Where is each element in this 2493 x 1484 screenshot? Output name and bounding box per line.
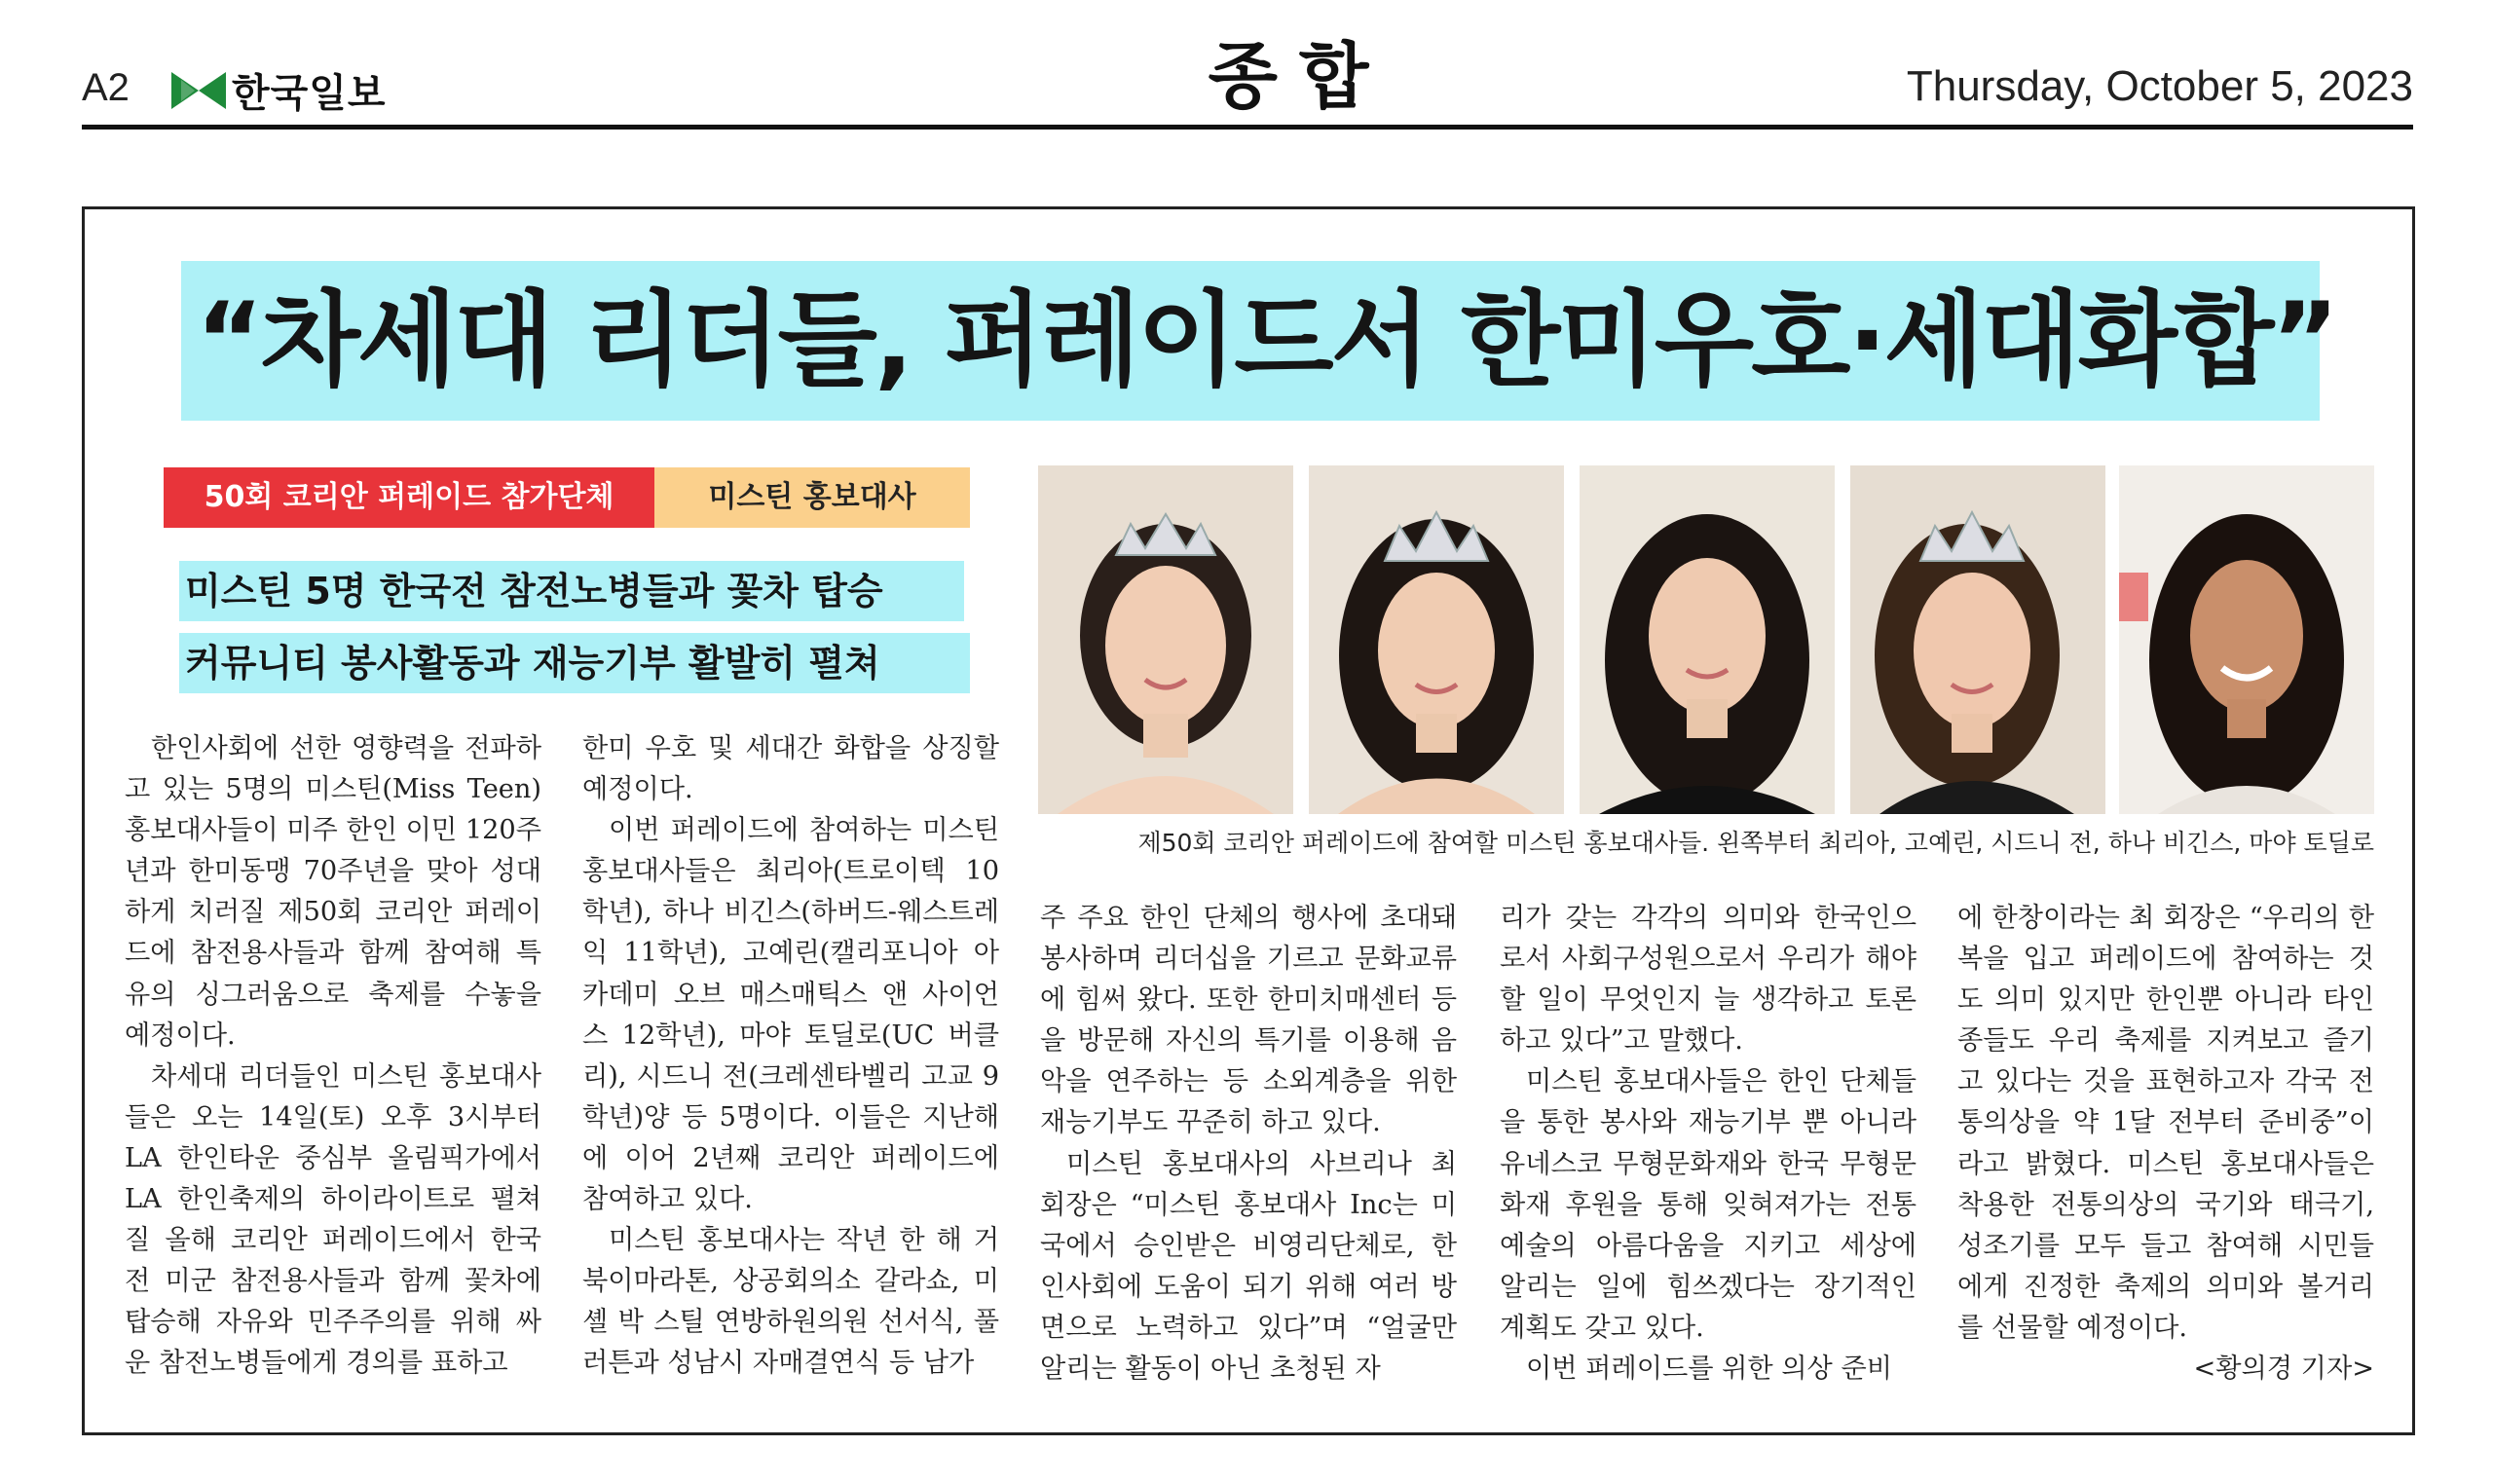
article-column-3 — [1040, 898, 1457, 1390]
issue-date: Thursday, October 5, 2023 — [1906, 62, 2413, 110]
paragraph: 리가 갖는 각각의 의미와 한국인으로서 사회구성원으로서 우리가 해야 할 일이 무엇인지 늘 생각하고 토론하고 있다”고 말했다. — [1500, 903, 1916, 1057]
paragraph: 주 주요 한인 단체의 행사에 초대돼 봉사하며 리더십을 기르고 문화교류에 힘써 왔다. 또한 한미치매센터 등을 방문해 자신의 특기를 이용해 음악을 연주하는 등 소외계층을 위한 재능기부도 꾸준히 하고 있다. — [1040, 903, 1457, 1138]
photo-hana-biggins — [1850, 465, 2105, 814]
portrait-icon — [2119, 465, 2374, 814]
photo-caption: 제50회 코리안 퍼레이드에 참여할 미스틴 홍보대사들. 왼쪽부터 최리아, 고예린, 시드니 전, 하나 비긴스, 마야 토딜로 — [1137, 829, 2374, 857]
article-column-2 — [582, 728, 999, 1385]
subheadline-1: 미스틴 5명 한국전 참전노병들과 꽃차 탑승 — [179, 561, 964, 621]
paragraph: 미스틴 홍보대사는 작년 한 해 거북이마라톤, 상공회의소 갈라쇼, 미셸 박 스틸 연방하원의원 선서식, 풀러튼과 성남시 자매결연식 등 남가 — [582, 1225, 999, 1379]
portrait-with-tiara-icon — [1309, 465, 1564, 814]
portrait-with-tiara-icon — [1038, 465, 1293, 814]
portrait-icon — [1580, 465, 1835, 814]
paragraph: 미스틴 홍보대사들은 한인 단체들을 통한 봉사와 재능기부 뿐 아니라 유네스코 무형문화재와 한국 무형문화재 후원을 통해 잊혀져가는 전통예술의 아름다움을 지키고 세상에 알리는 일에 힘쓰겠다는 장기적인 계획도 갖고 있다. — [1500, 1066, 1916, 1343]
photo-maya-todillo — [2119, 465, 2374, 814]
paragraph: 미스틴 홍보대사의 사브리나 최 회장은 “미스틴 홍보대사 Inc는 미국에서 승인받은 비영리단체로, 한인사회에 도움이 되기 위해 여러 방면으로 노력하고 있다”며 “얼굴만 알리는 활동이 아닌 초청된 자 — [1040, 1148, 1457, 1385]
subheadline-2: 커뮤니티 봉사활동과 재능기부 활발히 펼쳐 — [179, 633, 970, 693]
photo-sydney-jeon — [1580, 465, 1835, 814]
section-title: 종합 — [1208, 35, 1391, 119]
masthead — [82, 19, 2413, 127]
tag-parade-participant: 50회 코리안 퍼레이드 참가단체 — [164, 467, 654, 528]
photo-choi-ria — [1038, 465, 1293, 814]
paragraph: 이번 퍼레이드에 참여하는 미스틴 홍보대사들은 최리아(트로이텍 10학년), 하나 비긴스(하버드-웨스트레익 11학년), 고예린(캘리포니아 아카데미 오브 매스매틱스 앤 사이언스 12학년), 마야 토딜로(UC 버클리), 시드니 전(크레센타벨리 고교 9학년)양 등 5명이다. 이들은 지난해에 이어 2년째 코리안 퍼레이드에 참여하고 있다. — [582, 815, 999, 1215]
portrait-with-tiara-icon — [1850, 465, 2105, 814]
article-column-4 — [1500, 898, 1916, 1390]
paragraph: 에 한창이라는 최 회장은 “우리의 한복을 입고 퍼레이드에 참여하는 것도 의미 있지만 한인뿐 아니라 타인종들도 우리 축제를 지켜보고 즐기고 있다는 것을 표현하고자 각국 전통의상을 약 1달 전부터 준비중”이라고 밝혔다. 미스틴 홍보대사들은 착용한 전통의상의 국기와 태극기, 성조기를 모두 들고 참여해 시민들에게 진정한 축제의 의미와 볼거리를 선물할 예정이다. — [1957, 903, 2374, 1343]
article-column-1 — [125, 728, 541, 1385]
paragraph: 한인사회에 선한 영향력을 전파하고 있는 5명의 미스틴(Miss Teen) 홍보대사들이 미주 한인 이민 120주년과 한미동맹 70주년을 맞아 성대하게 치러질 제50회 코리안 퍼레이드에 참전용사들과 함께 참여해 특유의 싱그러움으로 축제를 수놓을 예정이다. — [125, 733, 541, 1051]
photo-ko-yerin — [1309, 465, 1564, 814]
page-number: A2 — [82, 66, 130, 109]
article-column-5 — [1957, 898, 2374, 1390]
headline: “차세대 리더들, 퍼레이드서 한미우호·세대화합” — [195, 280, 2337, 400]
paragraph: 이번 퍼레이드를 위한 의상 준비 — [1526, 1354, 1892, 1385]
masthead-rule — [82, 125, 2413, 130]
bowtie-logo-icon — [171, 72, 226, 109]
tag-miss-teen-ambassadors: 미스틴 홍보대사 — [654, 467, 970, 528]
paragraph: 차세대 리더들인 미스틴 홍보대사들은 오는 14일(토) 오후 3시부터 LA 한인타운 중심부 올림픽가에서 LA 한인축제의 하이라이트로 펼쳐질 올해 코리안 퍼레이드에서 한국전 미군 참전용사들과 함께 꽃차에 탑승해 자유와 민주주의를 위해 싸운 참전노병들에게 경의를 표하고 — [125, 1060, 541, 1379]
logo-text: 한국일보 — [232, 71, 387, 116]
byline: <황의경 기자> — [2193, 1354, 2374, 1385]
paragraph: 한미 우호 및 세대간 화합을 상징할 예정이다. — [582, 733, 999, 805]
newspaper-logo — [171, 62, 387, 118]
